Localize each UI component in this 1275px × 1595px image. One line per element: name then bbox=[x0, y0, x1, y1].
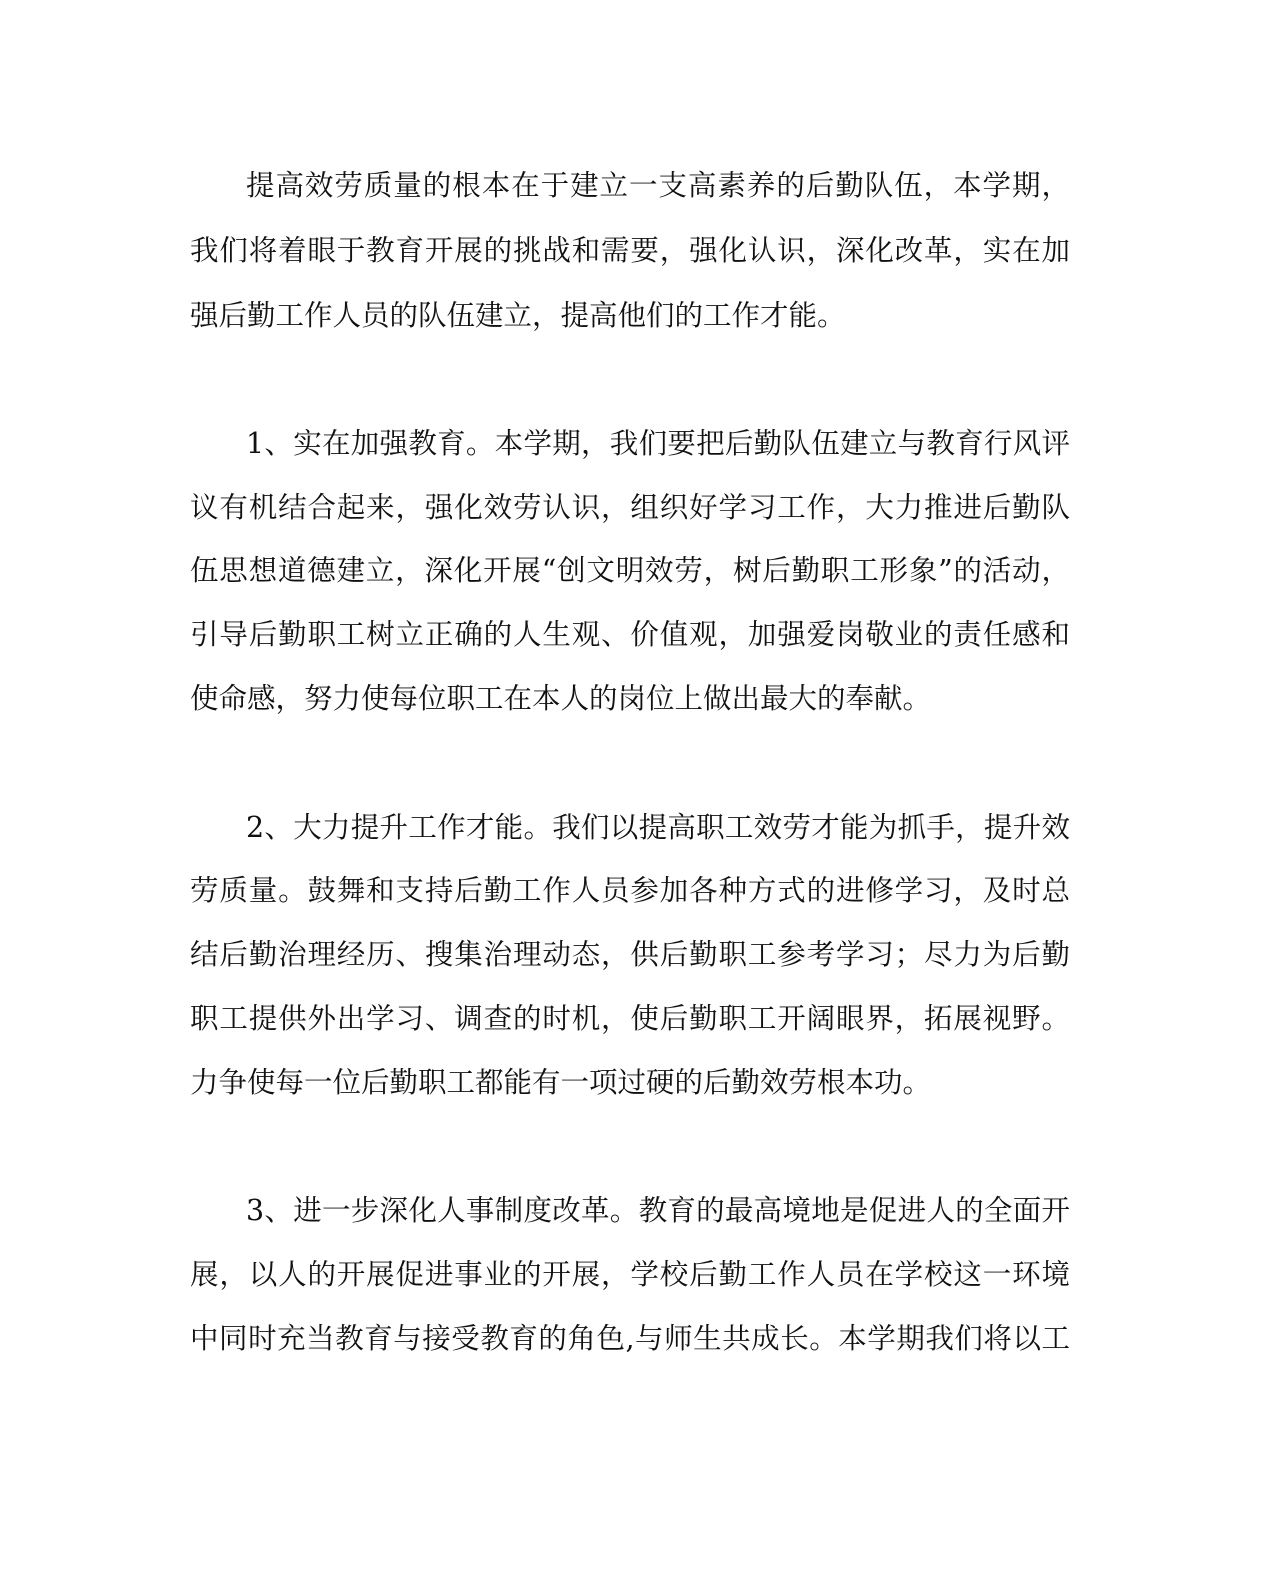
paragraph-2-line-3: 伍思想道德建立，深化开展“创文明效劳，树后勤职工形象”的活动， bbox=[190, 554, 1070, 587]
paragraph-4-line-3: 中同时充当教育与接受教育的角色,与师生共成长。本学期我们将以工 bbox=[190, 1322, 1070, 1355]
paragraph-1-line-2: 我们将着眼于教育开展的挑战和需要，强化认识，深化改革，实在加 bbox=[190, 234, 1070, 267]
paragraph-4-line-1: 3、进一步深化人事制度改革。教育的最高境地是促进人的全面开 bbox=[246, 1194, 1070, 1227]
paragraph-3-line-3: 结后勤治理经历、搜集治理动态，供后勤职工参考学习；尽力为后勤 bbox=[190, 938, 1070, 971]
paragraph-1-line-1: 提高效劳质量的根本在于建立一支高素养的后勤队伍，本学期， bbox=[246, 169, 1070, 202]
paragraph-1-line-3: 强后勤工作人员的队伍建立，提高他们的工作才能。 bbox=[190, 299, 846, 332]
paragraph-3-line-1: 2、大力提升工作才能。我们以提高职工效劳才能为抓手，提升效 bbox=[246, 811, 1070, 844]
paragraph-2-line-4: 引导后勤职工树立正确的人生观、价值观，加强爱岗敬业的责任感和 bbox=[190, 618, 1070, 651]
paragraph-3-line-2: 劳质量。鼓舞和支持后勤工作人员参加各种方式的进修学习，及时总 bbox=[190, 874, 1070, 907]
paragraph-4-line-2: 展，以人的开展促进事业的开展，学校后勤工作人员在学校这一环境 bbox=[190, 1258, 1070, 1291]
paragraph-2-line-5: 使命感，努力使每位职工在本人的岗位上做出最大的奉献。 bbox=[190, 682, 932, 715]
paragraph-2-line-2: 议有机结合起来，强化效劳认识，组织好学习工作，大力推进后勤队 bbox=[190, 491, 1070, 524]
paragraph-3-line-5: 力争使每一位后勤职工都能有一项过硬的后勤效劳根本功。 bbox=[190, 1066, 932, 1099]
paragraph-2-line-1: 1、实在加强教育。本学期，我们要把后勤队伍建立与教育行风评 bbox=[246, 427, 1070, 460]
paragraph-3-line-4: 职工提供外出学习、调查的时机，使后勤职工开阔眼界，拓展视野。 bbox=[190, 1002, 1070, 1035]
